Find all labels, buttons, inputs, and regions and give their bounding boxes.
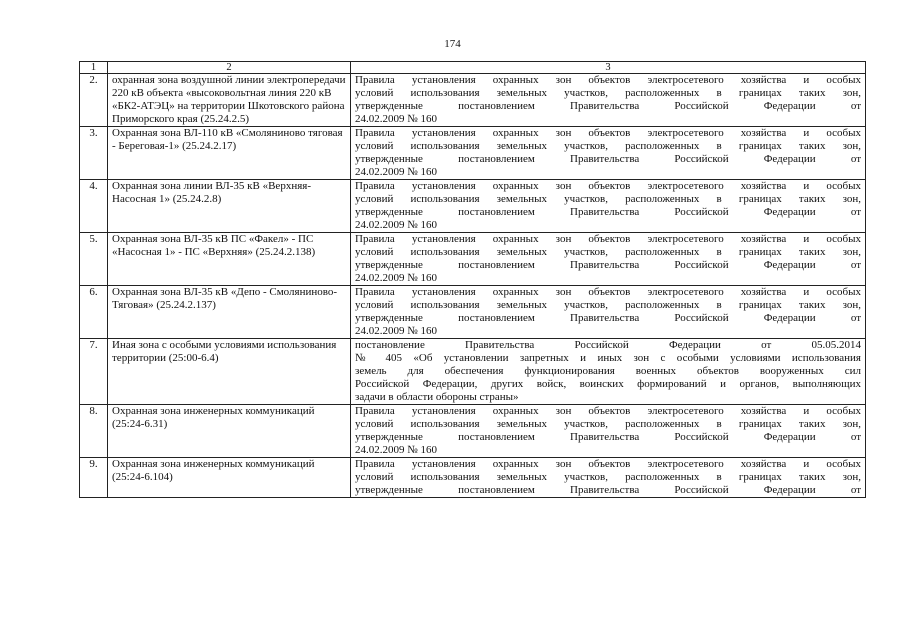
legal-basis-line: Правила установления охранных зон объектов электросетевого хозяйства и особых (355, 286, 861, 298)
legal-basis-line: Правила установления охранных зон объектов электросетевого хозяйства и особых (355, 233, 861, 245)
legal-basis-line: утвержденные постановлением Правительства Российской Федерации от (355, 206, 861, 218)
row-number: 6. (80, 286, 108, 339)
legal-basis-line: условий использования земельных участков, расположенных в границах таких зон, (355, 246, 861, 258)
legal-basis-line: утвержденные постановлением Правительства Российской Федерации от (355, 153, 861, 165)
document-table (79, 61, 866, 498)
legal-basis-line: Российской Федерации, других войск, воинских формирований и органов, выполняющих (355, 378, 861, 390)
row-number: 3. (80, 127, 108, 180)
table-row (80, 180, 866, 233)
zone-name: Охранная зона ВЛ-110 кВ «Смоляниново тяговая - Береговая-1» (25.24.2.17) (108, 127, 351, 180)
header-col-1: 1 (80, 62, 108, 74)
legal-basis-line: утвержденные постановлением Правительства Российской Федерации от (355, 484, 861, 496)
header-col-2: 2 (108, 62, 351, 74)
row-number: 7. (80, 339, 108, 405)
table-row (80, 127, 866, 180)
legal-basis-line: задачи в области обороны страны» (355, 391, 519, 403)
legal-basis-line: земель для обеспечения функционирования военных объектов вооруженных сил (355, 365, 861, 377)
legal-basis-line: условий использования земельных участков, расположенных в границах таких зон, (355, 140, 861, 152)
row-number: 5. (80, 233, 108, 286)
legal-basis-line: условий использования земельных участков, расположенных в границах таких зон, (355, 87, 861, 99)
legal-basis (351, 339, 866, 405)
zone-name: Охранная зона инженерных коммуникаций (25:24-6.31) (108, 405, 351, 458)
header-row (80, 62, 866, 74)
legal-basis-line: Правила установления охранных зон объектов электросетевого хозяйства и особых (355, 458, 861, 470)
legal-basis (351, 233, 866, 286)
zone-name: Иная зона с особыми условиями использования территории (25:00-6.4) (108, 339, 351, 405)
legal-basis-line: условий использования земельных участков, расположенных в границах таких зон, (355, 299, 861, 311)
legal-basis-line: утвержденные постановлением Правительства Российской Федерации от (355, 259, 861, 271)
legal-basis-line: 24.02.2009 № 160 (355, 166, 437, 178)
legal-basis-line: условий использования земельных участков, расположенных в границах таких зон, (355, 418, 861, 430)
table-row (80, 339, 866, 405)
table-body (80, 74, 866, 498)
table-row (80, 74, 866, 127)
legal-basis-line: утвержденные постановлением Правительства Российской Федерации от (355, 312, 861, 324)
legal-basis-line: 24.02.2009 № 160 (355, 325, 437, 337)
legal-basis-line: условий использования земельных участков, расположенных в границах таких зон, (355, 193, 861, 205)
legal-basis-line: Правила установления охранных зон объектов электросетевого хозяйства и особых (355, 405, 861, 417)
page-number: 174 (444, 38, 461, 50)
table-row (80, 286, 866, 339)
legal-basis (351, 74, 866, 127)
legal-basis (351, 180, 866, 233)
row-number: 2. (80, 74, 108, 127)
zone-name: Охранная зона ВЛ-35 кВ «Депо - Смоляниново-Тяговая» (25.24.2.137) (108, 286, 351, 339)
legal-basis-line: Правила установления охранных зон объектов электросетевого хозяйства и особых (355, 127, 861, 139)
legal-basis-line: условий использования земельных участков, расположенных в границах таких зон, (355, 471, 861, 483)
legal-basis (351, 127, 866, 180)
legal-basis-line: 24.02.2009 № 160 (355, 113, 437, 125)
legal-basis-line: утвержденные постановлением Правительства Российской Федерации от (355, 431, 861, 443)
legal-basis-line: 24.02.2009 № 160 (355, 219, 437, 231)
legal-basis (351, 405, 866, 458)
zone-name: охранная зона воздушной линии электропередачи 220 кВ объекта «высоковольтная линия 220 кВ «БК2-АТЭЦ» на территории Шкотовского района Приморского края (25.24.2.5) (108, 74, 351, 127)
zone-name: Охранная зона линии ВЛ-35 кВ «Верхняя-Насосная 1» (25.24.2.8) (108, 180, 351, 233)
row-number: 4. (80, 180, 108, 233)
legal-basis-line: Правила установления охранных зон объектов электросетевого хозяйства и особых (355, 74, 861, 86)
table-row (80, 458, 866, 498)
zone-name: Охранная зона инженерных коммуникаций (25:24-6.104) (108, 458, 351, 498)
table-row (80, 233, 866, 286)
legal-basis-line: утвержденные постановлением Правительства Российской Федерации от (355, 100, 861, 112)
table-row (80, 405, 866, 458)
legal-basis (351, 458, 866, 498)
legal-basis-line: 24.02.2009 № 160 (355, 444, 437, 456)
legal-basis-line: № 405 «Об установлении запретных и иных зон с особыми условиями использования (355, 352, 861, 364)
row-number: 9. (80, 458, 108, 498)
legal-basis (351, 286, 866, 339)
row-number: 8. (80, 405, 108, 458)
legal-basis-clip (355, 458, 861, 497)
legal-basis-line: Правила установления охранных зон объектов электросетевого хозяйства и особых (355, 180, 861, 192)
zone-name: Охранная зона ВЛ-35 кВ ПС «Факел» - ПС «Насосная 1» - ПС «Верхняя» (25.24.2.138) (108, 233, 351, 286)
header-col-3: 3 (351, 62, 866, 74)
legal-basis-line: 24.02.2009 № 160 (355, 272, 437, 284)
legal-basis-line: постановление Правительства Российской Федерации от 05.05.2014 (355, 339, 861, 351)
